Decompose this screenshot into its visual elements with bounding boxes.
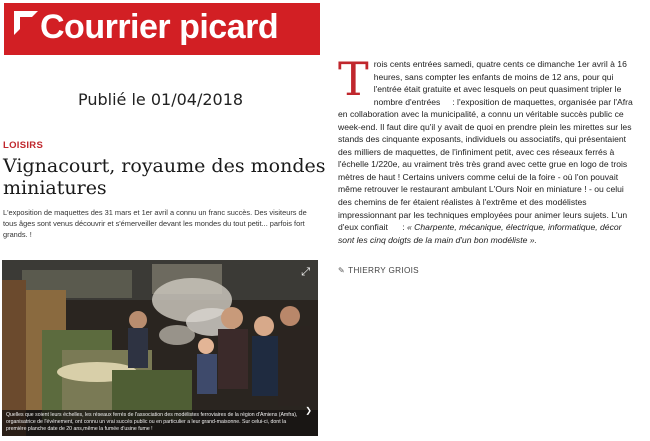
article-title: Vignacourt, royaume des mondes miniatures [3, 155, 326, 199]
body-paragraph-start: rois cents entrées samedi, quatre cents ce dimanche 1er avril à 16 heures, sans compter les enfants de moins de 12 ans, pour qui l'entrée était gratuite et avec lesquels on peut quasiment tripler le nombre d'entrées [373, 59, 627, 107]
drop-cap: T [338, 52, 369, 106]
courrier-picard-logo[interactable] [4, 3, 320, 55]
photo-caption: Quelles que soient leurs échelles, les réseaux ferrés de l'association des modélistes ferroviaires de la région d'Amiens (Amfra), organisatrice de l'événement, ont connu un vrai succès public ou en particulier a leur grand-maisonne. Sur celui-ci, dont la première planche date de 20 ans,même la fumée d'usine fume ! [6, 412, 298, 432]
chevron-right-icon[interactable]: ❯ [305, 406, 312, 415]
pen-icon: ✎ [338, 266, 346, 275]
author-name: THIERRY GRIOIS [348, 266, 419, 275]
logo-mark-inner [20, 17, 36, 33]
body-paragraph-main: l'exposition de maquettes, organisée par l'Afra en collaboration avec la municipalité, a connu un véritable succès public ce week-end. Il faut dire qu'il y avait de quoi en prendre plein les mirettes sur les stands des cinquante exposants, individuels ou associatifs, qui présentaient des milliers de maquettes, de l'infiniment petit, avec ces réseaux ferrés à l'échelle 1/220e, au vraiment très très grand avec cette grue en logo de trois mètres de haut ! Certains univers comme celui de la foire - où l'on pouvait même retrouver le restaurant ambulant L'Ours Noir en miniature ! - ou celui des chemins de fer étaient réalistes à l'extrême et des modélistes impressionnant par les techniques employées pour animer leurs sujets. L'un d'eux confiait [338, 96, 633, 233]
photo-scene [2, 260, 318, 436]
section-label[interactable]: LOISIRS [3, 140, 44, 151]
article-body: T rois cents entrées samedi, quatre cents ce dimanche 1er avril à 16 heures, sans compter les enfants de moins de 12 ans, pour qui l'entrée était gratuite et avec lesquels on peut quasiment tripler le nombre d'entrées : l'exposition de maquettes, organisée par l'Afra en collaboration avec la municipalité, a connu un véritable succès public ce week-end. Il faut dire qu'il y avait de quoi en prendre plein les mirettes sur les stands des cinquante exposants, individuels ou associatifs, qui présentaient des milliers de maquettes, de l'infiniment petit, avec ces réseaux ferrés à l'échelle 1/220e, au vraiment très très grand avec cette grue en logo de trois mètres de haut ! Certains univers comme celui de la foire - où l'on pouvait même retrouver le restaurant ambulant L'Ours Noir en miniature ! - ou celui des chemins de fer étaient réalistes à l'extrême et des modélistes impressionnant par les techniques employées pour animer leurs sujets. L'un d'eux confiait : « Charpente, mécanique, électrique, informatique, décor sont les cinq doigts de la main d'un bon modéliste ». [338, 52, 633, 245]
logo-text: Courrier picard [40, 8, 279, 46]
article-photo[interactable] [2, 260, 318, 436]
publication-date: Publié le 01/04/2018 [78, 90, 244, 109]
article-author[interactable] [338, 265, 419, 275]
body-quote: « Charpente, mécanique, électrique, informatique, décor sont les cinq doigts de la main d'un bon modéliste ». [338, 222, 622, 245]
expand-icon[interactable]: ⤢ [301, 266, 310, 278]
article-lead: L'exposition de maquettes des 31 mars et 1er avril a connu un franc succès. Des visiteurs de tous âges sont venus découvrir et s'émerveiller devant les mondes du tout petit... parfois fort grands. ! [3, 208, 307, 239]
